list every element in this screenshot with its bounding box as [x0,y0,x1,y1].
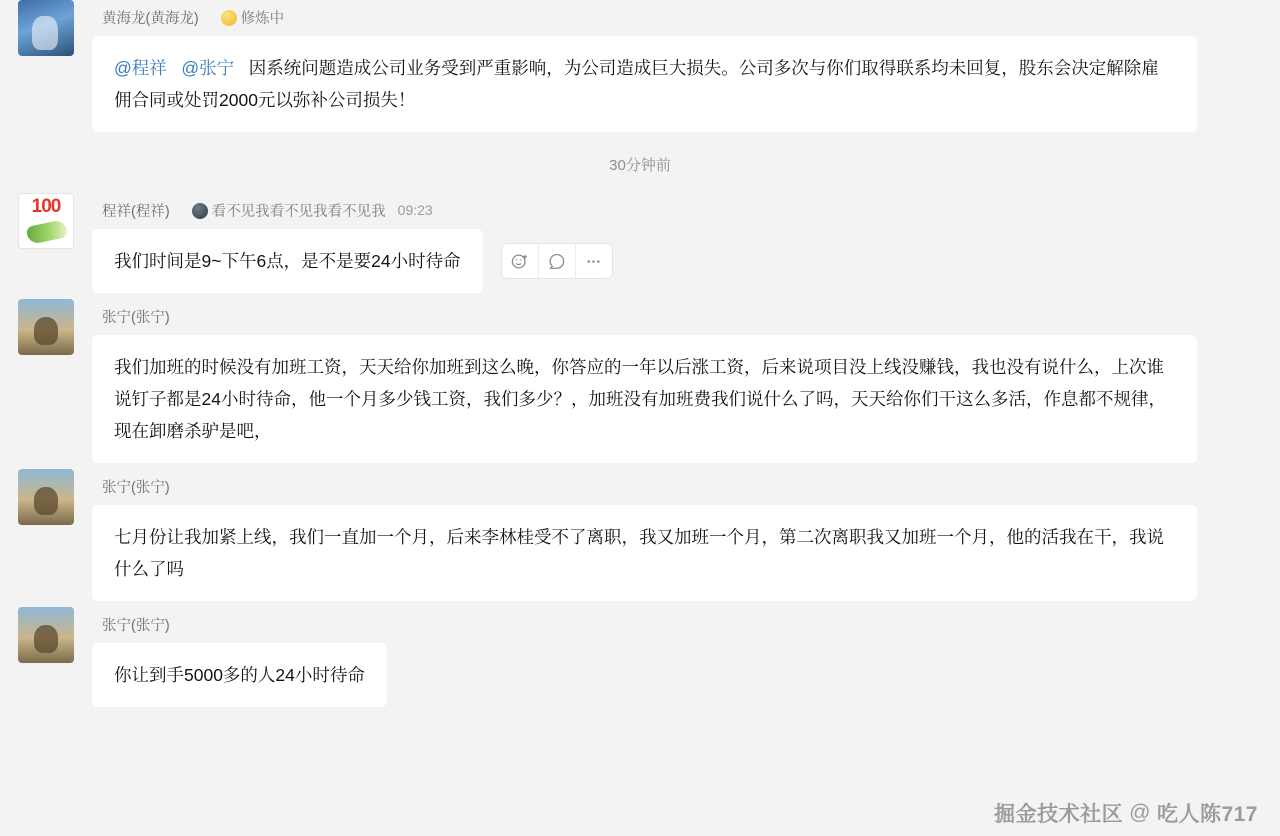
more-icon[interactable] [576,244,612,278]
message-text: 你让到手5000多的人24小时待命 [114,665,365,685]
message-bubble[interactable] [92,36,1197,132]
mention-gap [172,58,182,78]
sender-name: 张宁(张宁) [102,617,170,634]
add-reaction-icon[interactable] [502,244,539,278]
message-text: 我们时间是9~下午6点，是不是要24小时待命 [114,251,461,271]
watermark [994,798,1258,828]
avatar[interactable] [18,0,74,56]
hundred-emoji-icon: 100 [31,196,61,217]
message-body [74,0,1240,132]
message-meta [102,613,1240,635]
chat-message [0,299,1280,463]
watermark-user: 吃人陈717 [1156,803,1258,826]
message-meta [102,475,1240,497]
message-text: 我们加班的时候没有加班工资，天天给你加班到这么晚，你答应的一年以后涨工资，后来说项目没上线没赚钱，我也没有说什么，上次谁说钉子都是24小时待命，他一个月多少钱工资，我们多少？，加班没有加班费我们说什么了吗，天天给你们干这么多活，作息都不规律，现在卸磨杀驴是吧， [114,357,1166,441]
status-badge [192,200,386,221]
bubble-row [92,229,1240,293]
message-meta [102,6,1240,28]
chat-message [0,193,1280,293]
mention-1[interactable]: @程祥 [114,58,167,78]
message-bubble[interactable] [92,229,483,293]
message-bubble[interactable] [92,643,387,707]
sender-name: 张宁(张宁) [102,309,170,326]
bubble-row [92,643,1240,707]
avatar[interactable] [18,607,74,663]
message-text: 七月份让我加紧上线，我们一直加一个月，后来李林桂受不了离职，我又加班一个月，第二次离职我又加班一个月，他的活我在干，我说什么了吗 [114,527,1164,579]
emoji-icon [221,10,237,26]
watermark-at: @ [1129,801,1151,824]
mention-gap-2 [239,58,249,78]
message-body [74,607,1240,707]
message-meta [102,305,1240,327]
avatar[interactable] [18,299,74,355]
emoji-icon [192,203,208,219]
chat-message [0,607,1280,707]
bubble-row [92,335,1240,463]
message-actions[interactable] [501,243,613,279]
reply-icon[interactable] [539,244,576,278]
avatar[interactable] [18,193,74,249]
message-bubble[interactable] [92,505,1197,601]
message-body [74,193,1240,293]
status-text: 看不见我看不见我看不见我 [211,203,386,220]
sender-name: 黄海龙(黄海龙) [102,10,199,27]
status-text: 修炼中 [240,10,285,27]
sender-name: 张宁(张宁) [102,479,170,496]
status-badge [221,7,285,28]
mention-2[interactable]: @张宁 [181,58,235,78]
bubble-row [92,36,1240,132]
sender-name: 程祥(程祥) [102,203,170,220]
chat-message [0,0,1280,132]
message-body [74,299,1240,463]
watermark-site: 掘金技术社区 [994,803,1124,826]
message-meta [102,199,1240,221]
timestamp-divider: 30分钟前 [609,157,671,174]
message-bubble[interactable] [92,335,1197,463]
chat-message [0,469,1280,601]
bubble-row [92,505,1240,601]
message-body [74,469,1240,601]
leaf-icon [26,219,69,245]
message-time: 09:23 [397,202,433,218]
avatar[interactable] [18,469,74,525]
message-text: 因系统问题造成公司业务受到严重影响，为公司造成巨大损失。公司多次与你们取得联系均未回复，股东会决定解除雇佣合同或处罚2000元以弥补公司损失！ [114,58,1159,110]
